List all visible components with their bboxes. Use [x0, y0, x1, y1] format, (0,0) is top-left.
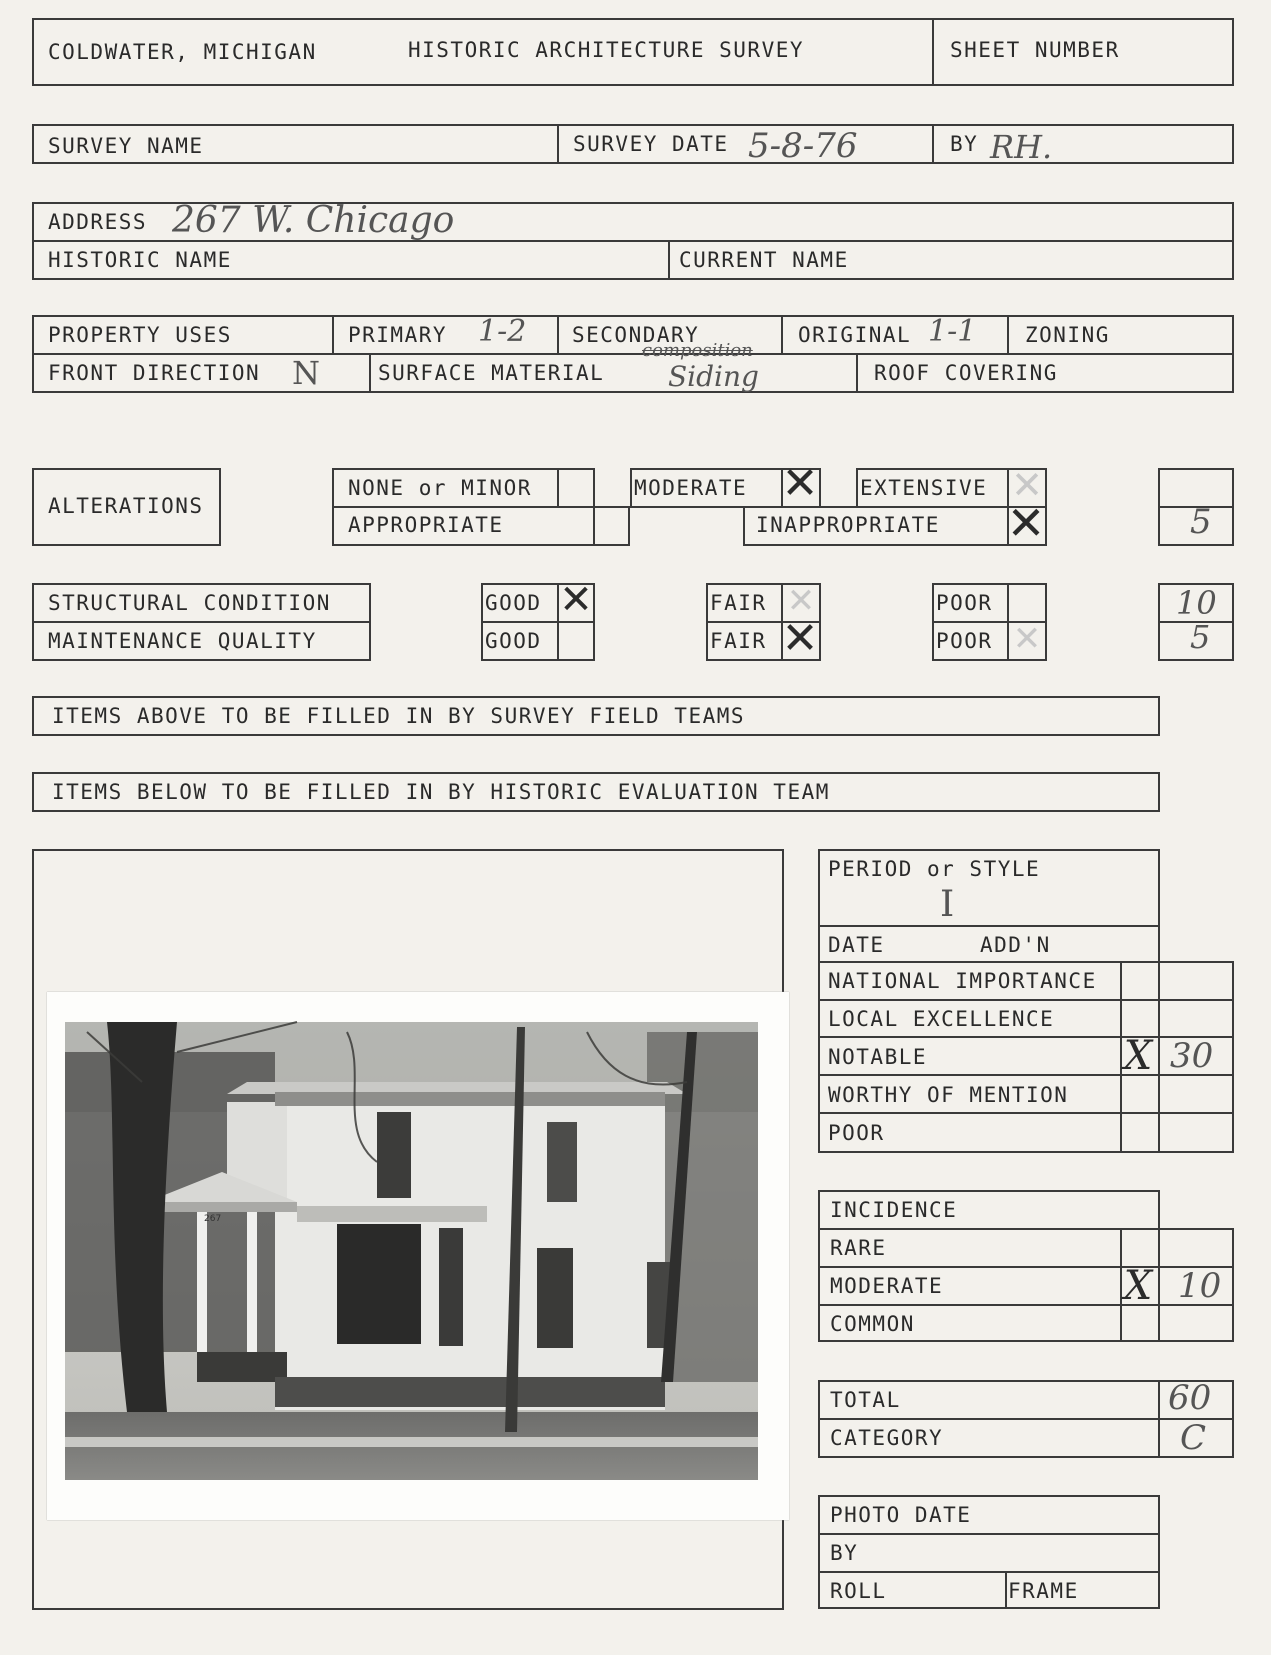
- maintenance-poor-label: POOR: [936, 629, 993, 653]
- period-divider: [818, 925, 1160, 927]
- original-label: ORIGINAL: [798, 323, 912, 347]
- sheet-number-label: SHEET NUMBER: [950, 38, 1120, 62]
- prop-div2: [557, 315, 559, 355]
- original-value: 1-1: [928, 314, 977, 349]
- incidence-row1: [818, 1266, 1234, 1268]
- appropriate-label: APPROPRIATE: [348, 513, 504, 537]
- structural-fair-label: FAIR: [710, 591, 767, 615]
- maintenance-poor-check-icon[interactable]: ✕: [1012, 619, 1042, 659]
- survey-date-value: 5-8-76: [748, 126, 858, 166]
- frame-label: FRAME: [1008, 1579, 1079, 1603]
- moderate-check-icon[interactable]: ✕: [781, 458, 819, 509]
- alterations-score: 5: [1190, 502, 1212, 542]
- appropriate-checkdiv: [593, 506, 595, 546]
- incidence-row2: [818, 1304, 1234, 1306]
- structural-poor-label: POOR: [936, 591, 993, 615]
- prop-div3: [781, 315, 783, 355]
- primary-value: 1-2: [478, 314, 527, 349]
- survey-row-div2: [932, 124, 934, 164]
- survey-by-label: BY: [950, 132, 979, 156]
- note-above-left: [32, 696, 34, 736]
- house-number-plaque: 267: [204, 1214, 222, 1224]
- historic-name-label: HISTORIC NAME: [48, 248, 232, 272]
- roll-label: ROLL: [830, 1579, 887, 1603]
- surface-material-label: SURFACE MATERIAL: [378, 361, 605, 385]
- importance-col2: [1158, 961, 1160, 1153]
- photo-date-label: PHOTO DATE: [830, 1503, 972, 1527]
- survey-name-label: SURVEY NAME: [48, 134, 204, 158]
- importance-row4: [818, 1112, 1234, 1114]
- survey-title: HISTORIC ARCHITECTURE SURVEY: [408, 38, 805, 62]
- note-below-text: ITEMS BELOW TO BE FILLED IN BY HISTORIC EVALUATION TEAM: [52, 780, 830, 804]
- none-minor-label: NONE or MINOR: [348, 476, 532, 500]
- moderate-label: MODERATE: [634, 476, 748, 500]
- note-below-right: [1158, 772, 1160, 812]
- property-uses-label: PROPERTY USES: [48, 323, 232, 347]
- note-below-left: [32, 772, 34, 812]
- roll-frame-divider: [1005, 1571, 1007, 1609]
- incidence-col2: [1158, 1228, 1160, 1342]
- house-photo-image: [47, 992, 789, 1520]
- incidence-common: COMMON: [830, 1312, 915, 1336]
- incidence-label: INCIDENCE: [830, 1198, 958, 1222]
- address-label: ADDRESS: [48, 210, 148, 234]
- condition-label-divider: [32, 621, 371, 623]
- prop-div5: [369, 353, 371, 393]
- header-divider: [932, 18, 934, 86]
- structural-good-label: GOOD: [485, 591, 542, 615]
- importance-notable: NOTABLE: [828, 1045, 928, 1069]
- maintenance-good-label: GOOD: [485, 629, 542, 653]
- importance-local: LOCAL EXCELLENCE: [828, 1007, 1055, 1031]
- total-value: 60: [1168, 1378, 1212, 1418]
- photo-by-label: BY: [830, 1541, 859, 1565]
- survey-row-right: [1232, 124, 1234, 164]
- period-label: PERIOD or STYLE: [828, 857, 1041, 881]
- incidence-moderate-check-icon[interactable]: X: [1123, 1263, 1153, 1309]
- note-above-bottom: [32, 734, 1160, 736]
- current-name-label: CURRENT NAME: [679, 248, 849, 272]
- prop-div1: [332, 315, 334, 355]
- incidence-rare: RARE: [830, 1236, 887, 1260]
- city-label: COLDWATER, MICHIGAN: [48, 40, 317, 64]
- category-value: C: [1180, 1418, 1207, 1458]
- total-divider: [818, 1418, 1234, 1420]
- primary-label: PRIMARY: [348, 323, 448, 347]
- prop-div4: [1007, 315, 1009, 355]
- structural-good-check-icon[interactable]: ✕: [559, 577, 593, 623]
- structural-score: 10: [1176, 584, 1217, 622]
- house-photo: [47, 992, 789, 1520]
- category-label: CATEGORY: [830, 1426, 944, 1450]
- note-above-top: [32, 696, 1160, 698]
- prop-div6: [856, 353, 858, 393]
- front-direction-label: FRONT DIRECTION: [48, 361, 261, 385]
- importance-national: NATIONAL IMPORTANCE: [828, 969, 1097, 993]
- maintenance-fair-label: FAIR: [710, 629, 767, 653]
- none-minor-checkdiv: [557, 468, 559, 508]
- inappropriate-label: INAPPROPRIATE: [756, 513, 940, 537]
- survey-date-label: SURVEY DATE: [573, 132, 729, 156]
- photo-info-row1: [818, 1533, 1160, 1535]
- date-label: DATE: [828, 933, 885, 957]
- note-above-text: ITEMS ABOVE TO BE FILLED IN BY SURVEY FIELD TEAMS: [52, 704, 746, 728]
- address-value: 267 W. Chicago: [172, 200, 455, 241]
- note-below-bottom: [32, 810, 1160, 812]
- note-above-right: [1158, 696, 1160, 736]
- notable-check-icon[interactable]: X: [1123, 1033, 1153, 1079]
- importance-worthy: WORTHY OF MENTION: [828, 1083, 1069, 1107]
- inappropriate-check-icon[interactable]: ✕: [1006, 496, 1046, 550]
- photo-info-row2: [818, 1571, 1160, 1573]
- survey-row-left: [32, 124, 34, 164]
- maintenance-fair-check-icon[interactable]: ✕: [781, 613, 819, 664]
- extensive-check-icon[interactable]: ✕: [1011, 463, 1043, 507]
- addn-label: ADD'N: [980, 933, 1051, 957]
- importance-poor: POOR: [828, 1121, 885, 1145]
- maintenance-quality-label: MAINTENANCE QUALITY: [48, 629, 317, 653]
- alterations-label: ALTERATIONS: [48, 494, 204, 518]
- total-label: TOTAL: [830, 1388, 901, 1412]
- historic-current-divider: [668, 240, 670, 280]
- surface-material-value: Siding: [668, 360, 759, 393]
- importance-row1: [818, 999, 1234, 1001]
- zoning-label: ZONING: [1025, 323, 1110, 347]
- total-col: [1158, 1380, 1160, 1458]
- structural-condition-label: STRUCTURAL CONDITION: [48, 591, 331, 615]
- note-below-top: [32, 772, 1160, 774]
- importance-score: 30: [1170, 1036, 1214, 1076]
- surface-material-struck: composition: [642, 340, 753, 361]
- extensive-label: EXTENSIVE: [860, 476, 988, 500]
- roof-covering-label: ROOF COVERING: [874, 361, 1058, 385]
- survey-row-div1: [557, 124, 559, 164]
- survey-row-bottom: [32, 162, 1234, 164]
- incidence-score: 10: [1178, 1266, 1222, 1306]
- front-direction-value: N: [292, 354, 320, 392]
- structural-fair-check-icon[interactable]: ✕: [786, 581, 816, 621]
- survey-by-value: RH.: [990, 128, 1053, 166]
- incidence-moderate: MODERATE: [830, 1274, 944, 1298]
- survey-row-top: [32, 124, 1234, 126]
- secondary-label: SECONDARY: [572, 323, 700, 347]
- period-value: I: [940, 884, 955, 925]
- property-divider: [32, 353, 1234, 355]
- maintenance-score: 5: [1190, 618, 1211, 656]
